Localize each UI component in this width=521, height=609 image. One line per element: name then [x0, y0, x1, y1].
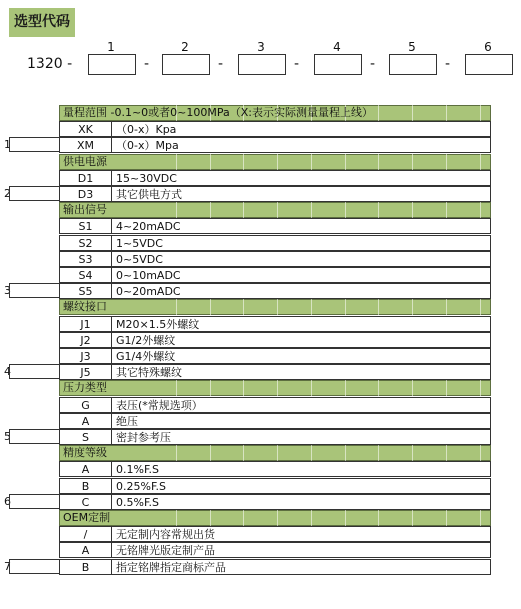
option-description: M20×1.5外螺纹: [112, 316, 491, 332]
option-description: 无定制内容常规出货: [112, 526, 491, 542]
grid-line: [210, 380, 211, 396]
grid-line: [243, 445, 244, 461]
section-header: [0, 510, 521, 526]
grid-line: [480, 202, 481, 218]
option-code: J2: [59, 332, 112, 348]
grid-line: [345, 299, 346, 315]
grid-line: [345, 445, 346, 461]
option-row[interactable]: [0, 364, 521, 380]
grid-line: [176, 154, 177, 170]
option-description: 1~5VDC: [112, 235, 491, 251]
option-row[interactable]: [0, 137, 521, 153]
section-header: [0, 154, 521, 170]
option-description: 0~20mADC: [112, 283, 491, 299]
grid-line: [446, 510, 447, 526]
grid-line: [210, 299, 211, 315]
option-description: 绝压: [112, 413, 491, 429]
option-description: 无铭牌光版定制产品: [112, 542, 491, 558]
option-row[interactable]: [0, 559, 521, 575]
slot-separator: -: [218, 56, 224, 72]
selector-number: 1: [4, 138, 11, 151]
option-description: G1/4外螺纹: [112, 348, 491, 364]
option-code: D3: [59, 186, 112, 202]
grid-line: [176, 202, 177, 218]
option-description: 15~30VDC: [112, 170, 491, 186]
section-header-band: [59, 380, 491, 396]
option-row[interactable]: [0, 429, 521, 445]
model-prefix: 1320 -: [27, 56, 73, 72]
selector-field[interactable]: [9, 283, 59, 298]
option-row[interactable]: [0, 251, 521, 267]
grid-line: [345, 380, 346, 396]
grid-line: [176, 299, 177, 315]
grid-line: [210, 202, 211, 218]
option-row[interactable]: [0, 348, 521, 364]
grid-line: [378, 154, 379, 170]
grid-line: [311, 380, 312, 396]
option-row[interactable]: [0, 478, 521, 494]
model-code-row: [0, 40, 521, 80]
page-title: 选型代码: [9, 8, 75, 37]
grid-line: [378, 105, 379, 121]
grid-line: [277, 510, 278, 526]
slot-separator: -: [294, 56, 300, 72]
grid-line: [446, 154, 447, 170]
option-code: S5: [59, 283, 112, 299]
option-row[interactable]: [0, 316, 521, 332]
option-description: 其它特殊螺纹: [112, 364, 491, 380]
selector-field[interactable]: [9, 137, 59, 152]
grid-line: [210, 445, 211, 461]
grid-line: [277, 380, 278, 396]
slot-number-4: 4: [333, 40, 341, 54]
selector-number: 7: [4, 560, 11, 573]
section-header: [0, 105, 521, 121]
option-description: 表压(*常规选项）: [112, 397, 491, 413]
selector-number: 2: [4, 187, 11, 200]
grid-line: [378, 380, 379, 396]
code-slot-3[interactable]: [238, 54, 286, 75]
section-header-band: [59, 154, 491, 170]
grid-line: [176, 445, 177, 461]
option-description: （0-x）Mpa: [112, 137, 491, 153]
section-title: OEM定制: [63, 511, 111, 524]
grid-line: [243, 380, 244, 396]
grid-line: [311, 510, 312, 526]
code-slot-4[interactable]: [314, 54, 362, 75]
slot-separator: -: [370, 56, 376, 72]
section-title: 输出信号: [63, 203, 107, 216]
slot-number-1: 1: [107, 40, 115, 54]
slot-number-2: 2: [181, 40, 189, 54]
grid-line: [345, 154, 346, 170]
code-slot-6[interactable]: [465, 54, 513, 75]
option-row[interactable]: [0, 121, 521, 137]
selector-field[interactable]: [9, 364, 59, 379]
grid-line: [311, 154, 312, 170]
option-code: C: [59, 494, 112, 510]
grid-line: [480, 105, 481, 121]
option-code: J5: [59, 364, 112, 380]
option-description: 4~20mADC: [112, 218, 491, 234]
selector-number: 5: [4, 430, 11, 443]
section-title: 螺纹接口: [63, 300, 107, 313]
option-code: /: [59, 526, 112, 542]
section-title: 压力类型: [63, 381, 107, 394]
option-row[interactable]: [0, 461, 521, 477]
section-header: [0, 202, 521, 218]
slot-number-5: 5: [408, 40, 416, 54]
grid-line: [412, 380, 413, 396]
grid-line: [378, 445, 379, 461]
grid-line: [378, 299, 379, 315]
option-code: J1: [59, 316, 112, 332]
option-description: 其它供电方式: [112, 186, 491, 202]
grid-line: [210, 510, 211, 526]
grid-line: [277, 299, 278, 315]
option-code: J3: [59, 348, 112, 364]
grid-line: [176, 510, 177, 526]
code-slot-2[interactable]: [162, 54, 210, 75]
section-header-band: [59, 445, 491, 461]
option-row[interactable]: [0, 413, 521, 429]
grid-line: [480, 445, 481, 461]
selector-field[interactable]: [9, 186, 59, 201]
grid-line: [480, 299, 481, 315]
option-row[interactable]: [0, 186, 521, 202]
grid-line: [446, 202, 447, 218]
grid-line: [243, 154, 244, 170]
option-code: S4: [59, 267, 112, 283]
option-code: XM: [59, 137, 112, 153]
grid-line: [412, 105, 413, 121]
grid-line: [412, 202, 413, 218]
option-code: A: [59, 413, 112, 429]
section-title: 量程范围 -0.1~0或者0~100MPa（X:表示实际测量量程上线）: [63, 106, 373, 119]
option-row[interactable]: [0, 170, 521, 186]
selector-field[interactable]: [9, 429, 59, 444]
grid-line: [277, 445, 278, 461]
code-slot-1[interactable]: [88, 54, 136, 75]
selector-field[interactable]: [9, 494, 59, 509]
option-row[interactable]: [0, 494, 521, 510]
option-code: B: [59, 559, 112, 575]
grid-line: [210, 154, 211, 170]
grid-line: [243, 299, 244, 315]
option-code: D1: [59, 170, 112, 186]
selector-field[interactable]: [9, 559, 59, 574]
option-code: S3: [59, 251, 112, 267]
grid-line: [412, 445, 413, 461]
option-description: G1/2外螺纹: [112, 332, 491, 348]
section-header: [0, 299, 521, 315]
grid-line: [311, 299, 312, 315]
grid-line: [412, 299, 413, 315]
grid-line: [311, 202, 312, 218]
code-slot-5[interactable]: [389, 54, 437, 75]
grid-line: [446, 299, 447, 315]
slot-number-3: 3: [257, 40, 265, 54]
option-description: （0-x）Kpa: [112, 121, 491, 137]
option-description: 0.25%F.S: [112, 478, 491, 494]
section-header-band: [59, 202, 491, 218]
option-row[interactable]: [0, 526, 521, 542]
option-code: S1: [59, 218, 112, 234]
option-row[interactable]: [0, 218, 521, 234]
grid-line: [345, 202, 346, 218]
selector-number: 4: [4, 365, 11, 378]
option-code: S: [59, 429, 112, 445]
option-row[interactable]: [0, 267, 521, 283]
section-header-band: [59, 510, 491, 526]
option-code: G: [59, 397, 112, 413]
slot-separator: -: [445, 56, 451, 72]
option-code: S2: [59, 235, 112, 251]
slot-number-6: 6: [484, 40, 492, 54]
section-title: 精度等级: [63, 446, 107, 459]
grid-line: [480, 380, 481, 396]
option-row[interactable]: [0, 332, 521, 348]
option-code: A: [59, 461, 112, 477]
option-description: 0.1%F.S: [112, 461, 491, 477]
option-description: 0.5%F.S: [112, 494, 491, 510]
section-header: [0, 445, 521, 461]
selector-number: 6: [4, 495, 11, 508]
grid-line: [311, 445, 312, 461]
grid-line: [446, 445, 447, 461]
section-header: [0, 380, 521, 396]
grid-line: [480, 154, 481, 170]
option-description: 指定铭牌指定商标产品: [112, 559, 491, 575]
grid-line: [243, 202, 244, 218]
grid-line: [176, 380, 177, 396]
option-description: 0~10mADC: [112, 267, 491, 283]
option-code: B: [59, 478, 112, 494]
option-row[interactable]: [0, 283, 521, 299]
grid-line: [378, 510, 379, 526]
section-title: 供电电源: [63, 155, 107, 168]
option-code: XK: [59, 121, 112, 137]
grid-line: [243, 510, 244, 526]
grid-line: [412, 510, 413, 526]
grid-line: [378, 202, 379, 218]
grid-line: [446, 105, 447, 121]
selector-number: 3: [4, 284, 11, 297]
option-description: 0~5VDC: [112, 251, 491, 267]
slot-separator: -: [144, 56, 150, 72]
grid-line: [480, 510, 481, 526]
section-header-band: [59, 299, 491, 315]
grid-line: [412, 154, 413, 170]
option-row[interactable]: [0, 397, 521, 413]
option-code: A: [59, 542, 112, 558]
grid-line: [345, 510, 346, 526]
option-description: 密封参考压: [112, 429, 491, 445]
grid-line: [446, 380, 447, 396]
option-row[interactable]: [0, 235, 521, 251]
grid-line: [277, 202, 278, 218]
option-row[interactable]: [0, 542, 521, 558]
grid-line: [277, 154, 278, 170]
